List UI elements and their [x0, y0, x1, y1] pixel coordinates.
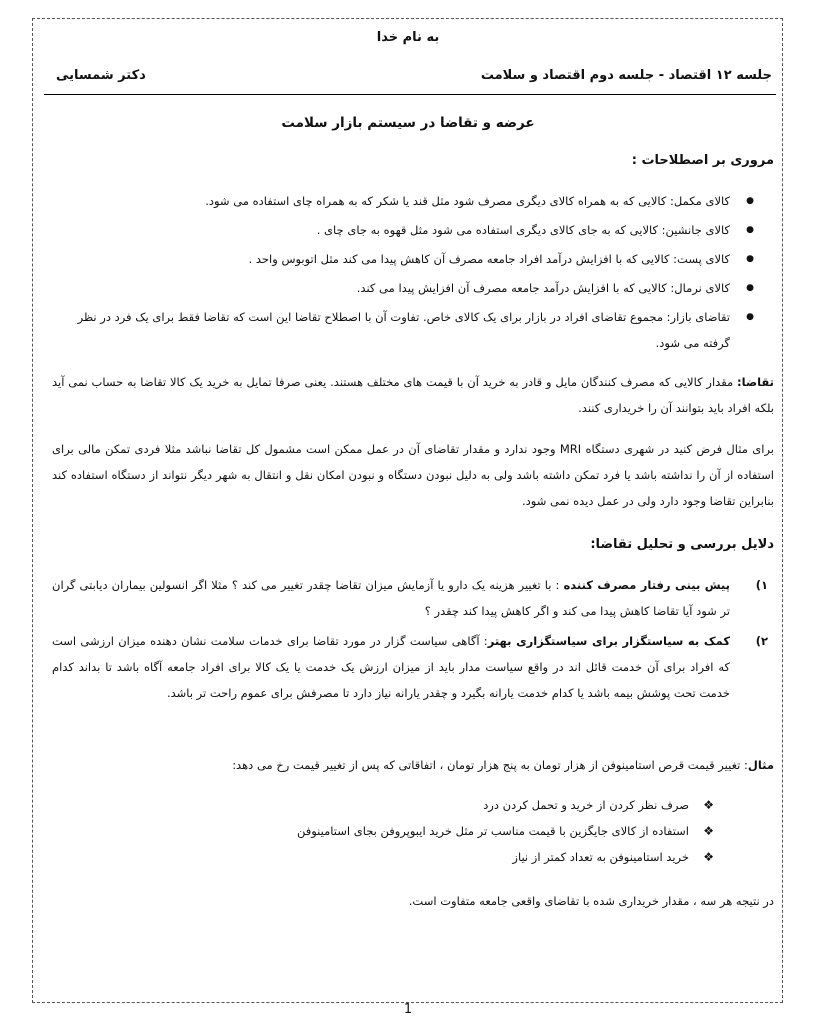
list-item: ● کالای پست: کالایی که با افزایش درآمد افراد جامعه مصرف آن کاهش پیدا می کند مثل اتوبوس واحد . — [52, 246, 774, 272]
session-title: جلسه ۱۲ اقتصاد - جلسه دوم اقتصاد و سلامت — [480, 68, 772, 83]
list-item: ● کالای جانشین: کالایی که به جای کالای دیگری استفاده می شود مثل قهوه به جای چای . — [52, 217, 774, 243]
terms-section — [52, 148, 774, 174]
example-term: مثال — [747, 758, 774, 772]
reasons-list-wrap — [52, 572, 774, 706]
reasons-heading: دلایل بررسی و تحلیل تقاضا: — [590, 537, 774, 552]
list-item: ● کالای نرمال: کالایی که با افزایش درآمد جامعه مصرف آن افزایش پیدا می کند. — [52, 275, 774, 301]
example-text: : تغییر قیمت قرص استامینوفن از هزار تومان به پنج هزار تومان ، اتفاقاتی که پس از تغییر قیمت رخ می دهد: — [232, 758, 748, 772]
item-number: ۱) — [755, 578, 768, 592]
list-item — [52, 628, 774, 706]
demand-definition — [52, 369, 774, 421]
demand-term: تقاضا: — [737, 375, 774, 389]
demand-text: مقدار کالایی که مصرف کنندگان مایل و قادر به خرید آن با قیمت های مختلف هستند. یعنی صرفا تمایل به خرید یک کالا تقاضا به حساب نمی آید بلکه افراد باید بتوانند آن را خریداری کنند. — [52, 375, 774, 415]
list-item — [52, 572, 774, 624]
item-text: : با تغییر هزینه یک دارو یا آزمایش میزان تقاضا چقدر تغییر می کند ؟ مثلا اگر انسولین بیماران دیابتی گران تر شود آیا تقاضا کاهش پیدا می کند و اگر کاهش پیدا کند چقدر ؟ — [52, 578, 730, 618]
page-number: 1 — [403, 1002, 413, 1017]
terms-list-wrap — [52, 188, 774, 359]
acetaminophen-example — [52, 752, 774, 778]
list-item: ❖ خرید استامینوفن به تعداد کمتر از نیاز — [52, 844, 774, 870]
lecturer-name: دکتر شمسایی — [56, 68, 146, 83]
list-item: ❖ استفاده از کالای جایگزین با قیمت مناسب تر مثل خرید ایبوپروفن بجای استامینوفن — [52, 818, 774, 844]
terms-list — [52, 188, 774, 356]
item-title: پیش بینی رفتار مصرف کننده — [563, 578, 730, 592]
reasons-section — [52, 532, 774, 558]
reasons-list — [52, 572, 774, 706]
outcomes-list-wrap — [52, 792, 774, 870]
mri-example: برای مثال فرض کنید در شهری دستگاه MRI وجود ندارد و مقدار تقاضای آن در عمل ممکن است مشمول کل تقاضا نباشد مثلا فردی تمکن مالی برای استفاده از آن را نداشته باشد یا فرد تمکن داشته باشد ولی به دلیل نبودن دستگاه و نبودن امکان نقل و انتقال به شهر دیگر نتواند از دستگاه استفاده کند بنابراین تقاضا وجود دارد ولی در عمل دیده نمی شود. — [52, 442, 774, 508]
terms-heading: مروری بر اصطلاحات : — [631, 153, 774, 168]
list-item: ● تقاضای بازار: مجموع تقاضای افراد در بازار برای یک کالای خاص. تفاوت آن با اصطلاح تقاضا این است که تقاضا فقط برای یک فرد در نظر گرفته می شود. — [52, 304, 774, 356]
item-text: : آگاهی سیاست گزار در مورد تقاضا برای خدمات سلامت نشان دهنده میزان ارزشی است که افراد برای آن خدمت قائل اند در واقع سیاست مدار باید از میزان ارزش یک خدمت یا یک کالا برای افراد جامعه آگاه باشد تا بداند کدام خدمت تحت پوشش بیمه باشد یا کدام خدمت یارانه بگیرد و چقدر یارانه نیاز دارد تا مصرفش برای عموم راحت تر باشد. — [52, 634, 730, 700]
list-item: ● کالای مکمل: کالایی که به همراه کالای دیگری مصرف شود مثل قند یا شکر که به همراه چای استفاده می شود. — [52, 188, 774, 214]
list-item: ❖ صرف نظر کردن از خرید و تحمل کردن درد — [52, 792, 774, 818]
document-title: عرضه و تقاضا در سیستم بازار سلامت — [281, 115, 535, 131]
item-title: کمک به سیاستگزار برای سیاستگزاری بهتر — [487, 634, 731, 648]
outcomes-list — [52, 792, 774, 870]
basmala: به نام خدا — [376, 30, 440, 45]
header-rule — [44, 94, 776, 95]
item-number: ۲) — [755, 634, 768, 648]
conclusion: در نتیجه هر سه ، مقدار خریداری شده با تقاضای واقعی جامعه متفاوت است. — [408, 894, 774, 908]
